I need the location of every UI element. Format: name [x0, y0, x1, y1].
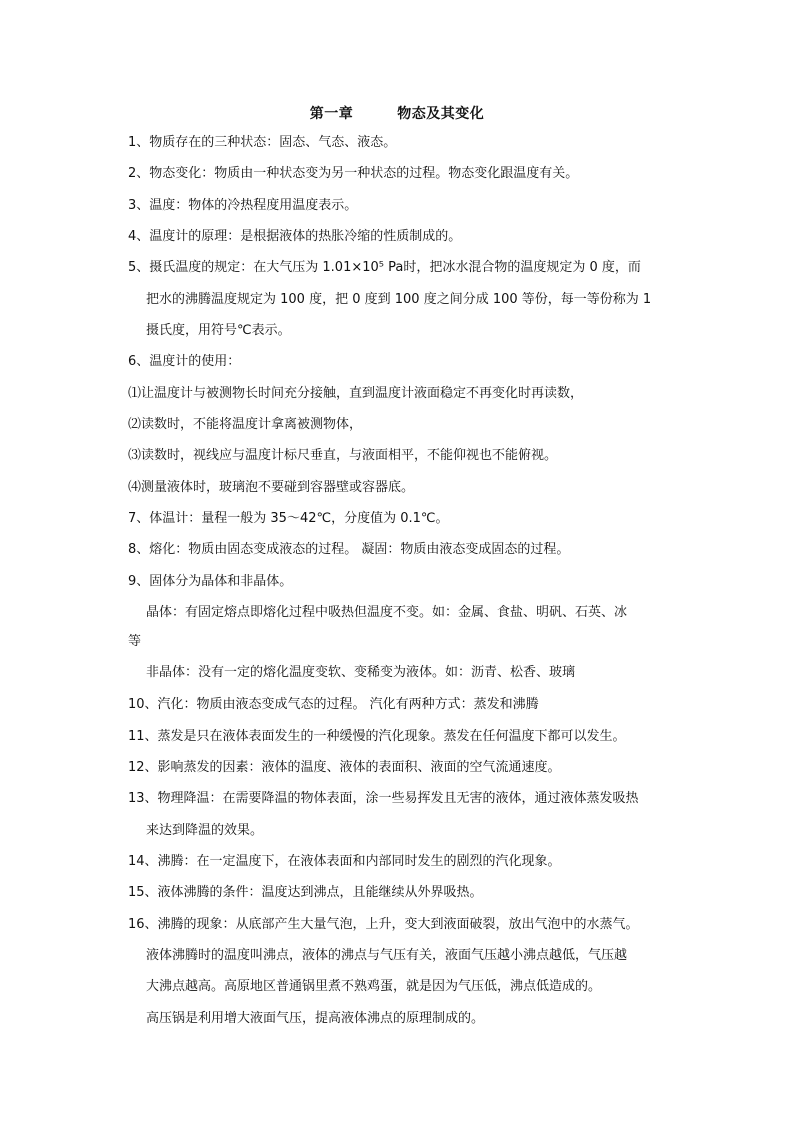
chapter-number: 第一章 [309, 106, 354, 122]
item-14: 14、沸腾：在一定温度下，在液体表面和内部同时发生的剧烈的汽化现象。 [128, 854, 561, 869]
item-9: 9、固体分为晶体和非晶体。 [128, 574, 293, 589]
item-9-crystal-cont: 等 [128, 634, 142, 649]
item-16: 16、沸腾的现象：从底部产生大量气泡，上升，变大到液面破裂，放出气泡中的水蒸气。 [128, 917, 639, 932]
item-1: 1、物质存在的三种状态：固态、气态、液态。 [128, 135, 397, 150]
item-9-amorphous: 非晶体：没有一定的熔化温度变软、变稀变为液体。如：沥青、松香、玻璃 [146, 665, 576, 680]
item-10: 10、汽化：物质由液态变成气态的过程。 汽化有两种方式：蒸发和沸腾 [128, 697, 539, 712]
item-13: 13、物理降温：在需要降温的物体表面，涂一些易挥发且无害的液体，通过液体蒸发吸热 [128, 791, 639, 806]
item-15: 15、液体沸腾的条件：温度达到沸点，且能继续从外界吸热。 [128, 885, 483, 900]
chapter-name: 物态及其变化 [397, 106, 485, 122]
item-6-sub-1: ⑴让温度计与被测物长时间充分接触，直到温度计液面稳定不再变化时再读数， [128, 386, 584, 401]
item-16-cont: 高压锅是利用增大液面气压，提高液体沸点的原理制成的。 [146, 1011, 485, 1026]
item-12: 12、影响蒸发的因素：液体的温度、液体的表面积、液面的空气流通速度。 [128, 760, 561, 775]
item-4: 4、温度计的原理：是根据液体的热胀冷缩的性质制成的。 [128, 229, 462, 244]
item-5-cont: 摄氏度，用符号℃表示。 [146, 323, 291, 338]
item-8: 8、熔化：物质由固态变成液态的过程。 凝固：物质由液态变成固态的过程。 [128, 542, 570, 557]
item-5: 5、摄氏温度的规定：在大气压为 1.01×10⁵ Pa时，把冰水混合物的温度规定为 0 度，而 [128, 260, 641, 275]
item-9-crystal: 晶体：有固定熔点即熔化过程中吸热但温度不变。如：金属、食盐、明矾、石英、冰 [146, 605, 628, 620]
item-6-sub-4: ⑷测量液体时，玻璃泡不要碰到容器壁或容器底。 [128, 480, 415, 495]
item-7: 7、体温计：量程一般为 35～42℃，分度值为 0.1℃。 [128, 511, 449, 526]
item-6: 6、温度计的使用： [128, 354, 241, 369]
item-11: 11、蒸发是只在液体表面发生的一种缓慢的汽化现象。蒸发在任何温度下都可以发生。 [128, 729, 626, 744]
item-3: 3、温度：物体的冷热程度用温度表示。 [128, 198, 358, 213]
item-2: 2、物态变化：物质由一种状态变为另一种状态的过程。物态变化跟温度有关。 [128, 166, 579, 181]
item-6-sub-3: ⑶读数时，视线应与温度计标尺垂直，与液面相平，不能仰视也不能俯视。 [128, 448, 558, 463]
item-6-sub-2: ⑵读数时，不能将温度计拿离被测物体， [128, 417, 363, 432]
chapter-title [0, 103, 794, 123]
item-16-cont: 大沸点越高。高原地区普通锅里煮不熟鸡蛋，就是因为气压低，沸点低造成的。 [146, 979, 602, 994]
item-13-cont: 来达到降温的效果。 [146, 823, 264, 838]
item-16-cont: 液体沸腾时的温度叫沸点，液体的沸点与气压有关，液面气压越小沸点越低，气压越 [146, 948, 628, 963]
item-5-cont: 把水的沸腾温度规定为 100 度，把 0 度到 100 度之间分成 100 等份，每一等份称为 1 [146, 292, 652, 307]
